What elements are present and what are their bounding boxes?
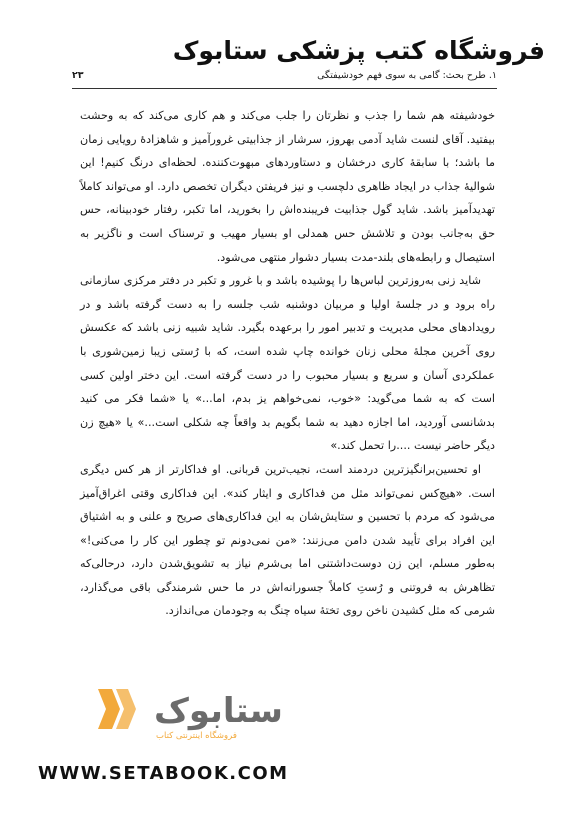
logo-wordmark: ستابوک (154, 691, 283, 731)
website-url: WWW.SETABOOK.COM (38, 763, 289, 784)
header-rule (72, 88, 497, 89)
body-text (80, 104, 495, 623)
paragraph-2: شاید زنی به‌روزترین لباس‌ها را پوشیده باشد و با غرور و تکبر در دفتر مرکزی سازمانی راه برود و در جلسهٔ اولیا و مربیان دوشنبه شب جلسه را به دست گرفته باشد و در رویدادهای محلی مدیریت و تدبیر امور را برعهده بگیرد. شاید شبیه زنی باشد که عکسش روی آخرین مجلهٔ محلی زنان خوانده چاپ شده است، که با رُستی زیبا زمین‌شوری با عملکردی آسان و سریع و بسیار محبوب را در دست گرفته است. این دختر اولین کسی است که به شما می‌گوید: «خوب، نمی‌خواهم یز بدم، اما...» یا «شما فکر می کنید بدشانسی آوردید، اما اجازه دهید به شما بگویم بد واقعاً چه شکلی است...» یا «هیچ زن دیگر حاضر نیست ....را تحمل کند.» (80, 274, 495, 453)
page-number: ۲۳ (72, 70, 84, 81)
paragraph-3: او تحسین‌برانگیزترین دردمند است، نجیب‌ترین قربانی. او فداکارتر از هر کس دیگری است. «هیچ‌کس نمی‌تواند مثل من فداکاری و ایثار کند». این فداکاری وقتی اغراق‌آمیز می‌شود که مردم با تحسین و ستایش‌شان به این فداکاری‌های صریح و علنی و به اشتیاق این افراد برای تأیید شدن دامن می‌زنند: «من نمی‌دونم تو چطور این کار را می‌کنی!» به‌طور مسلم، این زن دوست‌داشتنی اما بی‌شرم نیاز به تشویق‌شدن دارد، درحالی‌که تظاهرش به فروتنی و رُستِ کاملاً جسورانه‌اش در ما حس شرمندگی باقی می‌گذارد، شرمی که مثل کشیدن ناخن روی تختهٔ سیاه چنگ به وجودمان می‌اندازد. (80, 462, 495, 618)
store-header: فروشگاه کتب پزشکی ستابوک (172, 36, 545, 65)
chapter-title: ۱. طرح بحث: گامی به سوی فهم خودشیفتگی (317, 70, 497, 81)
paragraph-1: خودشیفته هم شما را جذب و نظرتان را جلب می‌کند و هم کاری می‌کند که به وحشت بیفتید. آقای لنست شاید آدمی بهروز، سرشار از جذابیتی غرورآمیز و شاهزادهٔ رویایی زمان ما باشد؛ با سابقهٔ کاری درخشان و دستاوردهای مبهوت‌کننده. لحظه‌ای درنگ کنیم! این شوالیهٔ جذاب در ایجاد ظاهری دلچسب و نیز فریفتن دیگران تخصص دارد. او می‌تواند کاملاً تهدیدآمیز باشد. شاید گول جذابیت فریبنده‌اش را بخورید، اما تکبر، رفتار خودبینانه، حس حق به‌جانب بودن و تلاشش حس همدلی او بسیار مهیب و ترسناک است و ناگزیر به استیصال و رابطه‌های بلند-مدت بسیار دشوار منتهی می‌شود. (80, 109, 495, 264)
running-head (72, 70, 497, 86)
logo-tagline: فروشگاه اینترنتی کتاب (156, 731, 237, 741)
logo-mark-icon (92, 685, 140, 733)
setabook-logo (92, 685, 302, 755)
